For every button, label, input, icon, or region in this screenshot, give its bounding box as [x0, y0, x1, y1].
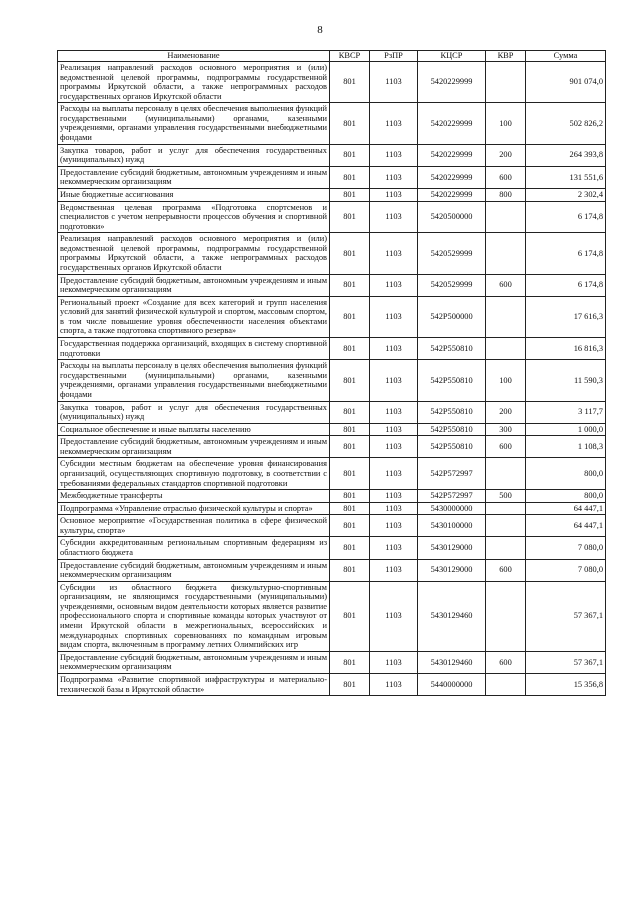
row-name: Реализация направлений расходов основного мероприятия и (или) ведомственной целевой программы, подпрограммы государственной программы Иркутской области, а также непрограммных расходов государственных органов Иркутской области	[58, 62, 330, 103]
row-sum: 17 616,3	[526, 296, 606, 337]
row-kcsr: 542P550810	[418, 338, 486, 360]
row-kcsr: 542P500000	[418, 296, 486, 337]
table-row	[58, 360, 606, 401]
row-rzpr: 1103	[370, 436, 418, 458]
row-rzpr: 1103	[370, 651, 418, 673]
row-kvsr: 801	[330, 144, 370, 166]
table-row	[58, 144, 606, 166]
table-row	[58, 559, 606, 581]
row-rzpr: 1103	[370, 274, 418, 296]
row-rzpr: 1103	[370, 188, 418, 201]
row-name: Реализация направлений расходов основного мероприятия и (или) ведомственной целевой программы, подпрограммы государственной программы Иркутской области, а также непрограммных расходов государственных органов Иркутской области	[58, 233, 330, 274]
row-kcsr: 5420229999	[418, 188, 486, 201]
row-sum: 3 117,7	[526, 401, 606, 423]
row-kcsr: 5430129460	[418, 581, 486, 651]
row-sum: 6 174,8	[526, 274, 606, 296]
row-name: Предоставление субсидий бюджетным, автономным учреждениям и иным некоммерческим организациям	[58, 166, 330, 188]
row-rzpr: 1103	[370, 458, 418, 490]
row-sum: 1 000,0	[526, 423, 606, 436]
table-row	[58, 581, 606, 651]
row-rzpr: 1103	[370, 581, 418, 651]
row-kvsr: 801	[330, 436, 370, 458]
row-kvsr: 801	[330, 581, 370, 651]
row-kvsr: 801	[330, 458, 370, 490]
row-kcsr: 5440000000	[418, 673, 486, 695]
row-sum: 64 447,1	[526, 502, 606, 515]
row-rzpr: 1103	[370, 537, 418, 559]
row-sum: 6 174,8	[526, 201, 606, 233]
row-kvr: 200	[486, 144, 526, 166]
row-rzpr: 1103	[370, 296, 418, 337]
row-kvr	[486, 515, 526, 537]
row-kvr	[486, 201, 526, 233]
row-kvsr: 801	[330, 62, 370, 103]
row-name: Ведомственная целевая программа «Подготовка спортсменов и специалистов с учетом непрерывности процессов обучения и спортивной подготовки»	[58, 201, 330, 233]
row-rzpr: 1103	[370, 103, 418, 144]
table-row	[58, 423, 606, 436]
row-sum: 502 826,2	[526, 103, 606, 144]
table-row	[58, 502, 606, 515]
row-kcsr: 5420229999	[418, 103, 486, 144]
row-rzpr: 1103	[370, 201, 418, 233]
row-kvsr: 801	[330, 233, 370, 274]
row-name: Основное мероприятие «Государственная политика в сфере физической культуры, спорта»	[58, 515, 330, 537]
row-kcsr: 5420229999	[418, 144, 486, 166]
table-row	[58, 401, 606, 423]
row-name: Предоставление субсидий бюджетным, автономным учреждениям и иным некоммерческим организациям	[58, 274, 330, 296]
row-kcsr: 5430000000	[418, 502, 486, 515]
row-kvsr: 801	[330, 401, 370, 423]
row-kvsr: 801	[330, 274, 370, 296]
row-kcsr: 5430129000	[418, 537, 486, 559]
row-rzpr: 1103	[370, 423, 418, 436]
row-sum: 57 367,1	[526, 581, 606, 651]
row-name: Субсидии аккредитованным региональным спортивным федерациям из областного бюджета	[58, 537, 330, 559]
row-kvr: 200	[486, 401, 526, 423]
row-kvr	[486, 537, 526, 559]
row-kcsr: 542P550810	[418, 436, 486, 458]
row-rzpr: 1103	[370, 144, 418, 166]
row-rzpr: 1103	[370, 360, 418, 401]
row-name: Иные бюджетные ассигнования	[58, 188, 330, 201]
row-sum: 1 108,3	[526, 436, 606, 458]
row-sum: 16 816,3	[526, 338, 606, 360]
row-name: Предоставление субсидий бюджетным, автономным учреждениям и иным некоммерческим организациям	[58, 559, 330, 581]
table-row	[58, 436, 606, 458]
header-rzpr: РзПР	[370, 51, 418, 62]
row-rzpr: 1103	[370, 490, 418, 503]
row-kvr: 600	[486, 436, 526, 458]
row-kvsr: 801	[330, 490, 370, 503]
row-kvr	[486, 233, 526, 274]
table-row	[58, 338, 606, 360]
table-row	[58, 188, 606, 201]
row-kvr	[486, 581, 526, 651]
row-sum: 2 302,4	[526, 188, 606, 201]
row-sum: 800,0	[526, 490, 606, 503]
row-kvr: 600	[486, 559, 526, 581]
row-sum: 11 590,3	[526, 360, 606, 401]
row-kvr: 600	[486, 651, 526, 673]
row-kvr	[486, 502, 526, 515]
row-rzpr: 1103	[370, 502, 418, 515]
row-kvr: 600	[486, 166, 526, 188]
table-row	[58, 296, 606, 337]
row-kvsr: 801	[330, 201, 370, 233]
row-name: Предоставление субсидий бюджетным, автономным учреждениям и иным некоммерческим организациям	[58, 651, 330, 673]
row-name: Социальное обеспечение и иные выплаты населению	[58, 423, 330, 436]
row-name: Субсидии местным бюджетам на обеспечение уровня финансирования организаций, осуществляющих спортивную подготовку, в соответствии с требованиями федеральных стандартов спортивной подготовки	[58, 458, 330, 490]
header-kvr: КВР	[486, 51, 526, 62]
row-name: Государственная поддержка организаций, входящих в систему спортивной подготовки	[58, 338, 330, 360]
row-sum: 57 367,1	[526, 651, 606, 673]
header-kvsr: КВСР	[330, 51, 370, 62]
row-sum: 6 174,8	[526, 233, 606, 274]
row-rzpr: 1103	[370, 559, 418, 581]
row-name: Закупка товаров, работ и услуг для обеспечения государственных (муниципальных) нужд	[58, 144, 330, 166]
row-sum: 901 074,0	[526, 62, 606, 103]
row-kvr	[486, 458, 526, 490]
row-kcsr: 542P550810	[418, 423, 486, 436]
row-kcsr: 5420229999	[418, 166, 486, 188]
row-sum: 7 080,0	[526, 559, 606, 581]
row-name: Закупка товаров, работ и услуг для обеспечения государственных (муниципальных) нужд	[58, 401, 330, 423]
row-kvsr: 801	[330, 515, 370, 537]
row-kvsr: 801	[330, 423, 370, 436]
row-name: Расходы на выплаты персоналу в целях обеспечения выполнения функций государственными (муниципальными) органами, казенными учреждениями, органами управления государственными внебюджетными фондами	[58, 103, 330, 144]
table-row	[58, 458, 606, 490]
row-kvr	[486, 296, 526, 337]
row-kvr	[486, 62, 526, 103]
row-kvr: 100	[486, 360, 526, 401]
row-kcsr: 5430129460	[418, 651, 486, 673]
row-kvr: 100	[486, 103, 526, 144]
table-row	[58, 166, 606, 188]
row-kcsr: 542P550810	[418, 401, 486, 423]
table-row	[58, 651, 606, 673]
row-name: Региональный проект «Создание для всех категорий и групп населения условий для занятий физической культурой и спортом, массовым спортом, в том числе повышение уровня обеспеченности населения объектами спорта, а также подготовка спортивного резерва»	[58, 296, 330, 337]
row-name: Расходы на выплаты персоналу в целях обеспечения выполнения функций государственными (муниципальными) органами, казенными учреждениями, органами управления государственными внебюджетными фондами	[58, 360, 330, 401]
row-kvsr: 801	[330, 559, 370, 581]
row-kvr: 800	[486, 188, 526, 201]
row-name: Подпрограмма «Развитие спортивной инфраструктуры и материально- технической базы в Иркутской области»	[58, 673, 330, 695]
row-kvr	[486, 338, 526, 360]
row-rzpr: 1103	[370, 233, 418, 274]
header-name: Наименование	[58, 51, 330, 62]
row-kvr	[486, 673, 526, 695]
row-kcsr: 542P572997	[418, 458, 486, 490]
row-kvsr: 801	[330, 338, 370, 360]
row-sum: 131 551,6	[526, 166, 606, 188]
row-kvsr: 801	[330, 296, 370, 337]
table-row	[58, 673, 606, 695]
row-kvr: 300	[486, 423, 526, 436]
row-rzpr: 1103	[370, 166, 418, 188]
row-kcsr: 5430129000	[418, 559, 486, 581]
row-rzpr: 1103	[370, 401, 418, 423]
row-kvr: 600	[486, 274, 526, 296]
row-sum: 264 393,8	[526, 144, 606, 166]
table-body	[58, 62, 606, 696]
table-header-row	[58, 51, 606, 62]
row-rzpr: 1103	[370, 673, 418, 695]
row-sum: 64 447,1	[526, 515, 606, 537]
row-name: Подпрограмма «Управление отраслью физической культуры и спорта»	[58, 502, 330, 515]
row-kcsr: 542P572997	[418, 490, 486, 503]
row-kvsr: 801	[330, 188, 370, 201]
row-sum: 15 356,8	[526, 673, 606, 695]
table-row	[58, 103, 606, 144]
row-name: Предоставление субсидий бюджетным, автономным учреждениям и иным некоммерческим организациям	[58, 436, 330, 458]
table-row	[58, 490, 606, 503]
table-row	[58, 274, 606, 296]
table-row	[58, 537, 606, 559]
row-name: Субсидии из областного бюджета физкультурно-спортивным организациям, не являющимся государственными (муниципальными) учреждениями, основным видом деятельности которых является развитие профессионального спорта и спортивные команды которых участвуют от имени Иркутской области в межрегиональных, всероссийских и международных спортивных соревнованиях по командным игровым видам спорта, включенным в программу летних Олимпийских игр	[58, 581, 330, 651]
row-kcsr: 5430100000	[418, 515, 486, 537]
row-name: Межбюджетные трансферты	[58, 490, 330, 503]
row-kcsr: 542P550810	[418, 360, 486, 401]
row-sum: 800,0	[526, 458, 606, 490]
budget-table	[57, 50, 606, 696]
row-kvsr: 801	[330, 537, 370, 559]
table-row	[58, 515, 606, 537]
row-kcsr: 5420529999	[418, 274, 486, 296]
table-row	[58, 233, 606, 274]
row-rzpr: 1103	[370, 62, 418, 103]
row-kcsr: 5420500000	[418, 201, 486, 233]
header-kcsr: КЦСР	[418, 51, 486, 62]
row-kcsr: 5420529999	[418, 233, 486, 274]
row-rzpr: 1103	[370, 338, 418, 360]
row-kcsr: 5420229999	[418, 62, 486, 103]
row-kvsr: 801	[330, 651, 370, 673]
page-number: 8	[317, 24, 323, 36]
row-kvsr: 801	[330, 673, 370, 695]
header-sum: Сумма	[526, 51, 606, 62]
row-rzpr: 1103	[370, 515, 418, 537]
row-sum: 7 080,0	[526, 537, 606, 559]
table-row	[58, 201, 606, 233]
table-row	[58, 62, 606, 103]
row-kvsr: 801	[330, 502, 370, 515]
row-kvr: 500	[486, 490, 526, 503]
row-kvsr: 801	[330, 103, 370, 144]
row-kvsr: 801	[330, 360, 370, 401]
row-kvsr: 801	[330, 166, 370, 188]
